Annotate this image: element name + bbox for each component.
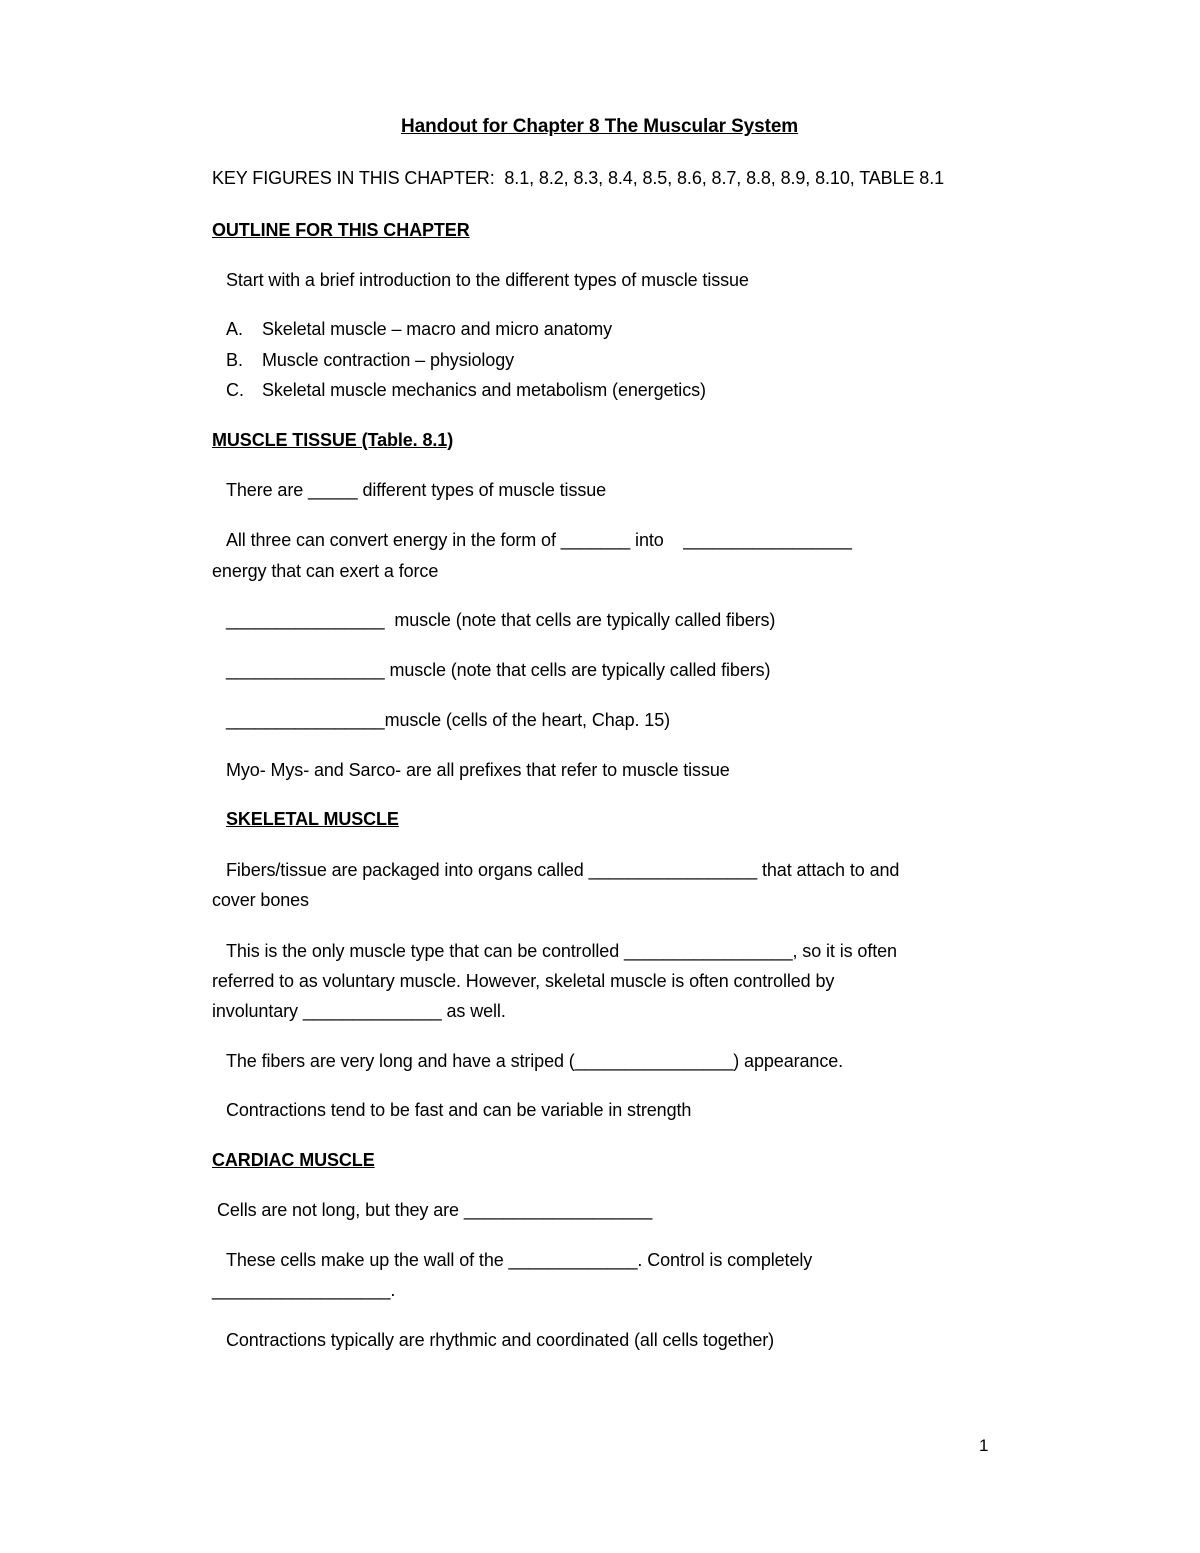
muscle-tissue-paragraph: There are _____ different types of muscle tissue xyxy=(226,480,607,500)
outline-item: Skeletal muscle – macro and micro anatomy xyxy=(262,319,613,339)
muscle-tissue-paragraph: Myo- Mys- and Sarco- are all prefixes that refer to muscle tissue xyxy=(226,760,730,780)
cardiac-muscle-paragraph: Cells are not long, but they are ___________________ xyxy=(217,1200,653,1220)
skeletal-muscle-paragraph-continued: involuntary ______________ as well. xyxy=(212,1001,506,1021)
list-marker: A. xyxy=(226,319,244,339)
skeletal-muscle-paragraph: Fibers/tissue are packaged into organs called _________________ that attach to and xyxy=(226,860,900,880)
fill-in-blank-line: ________________ muscle (note that cells are typically called fibers) xyxy=(226,610,776,630)
cardiac-muscle-heading: CARDIAC MUSCLE xyxy=(212,1150,375,1170)
outline-intro: Start with a brief introduction to the different types of muscle tissue xyxy=(226,270,749,290)
outline-heading: OUTLINE FOR THIS CHAPTER xyxy=(212,220,470,240)
fill-in-blank-line: ________________ muscle (note that cells are typically called fibers) xyxy=(226,660,771,680)
skeletal-muscle-paragraph: This is the only muscle type that can be controlled _________________, so it is often xyxy=(226,941,897,961)
muscle-tissue-paragraph-continued: energy that can exert a force xyxy=(212,561,439,581)
skeletal-muscle-paragraph-continued: cover bones xyxy=(212,890,309,910)
muscle-tissue-heading: MUSCLE TISSUE (Table. 8.1) xyxy=(212,430,454,450)
skeletal-muscle-paragraph: Contractions tend to be fast and can be variable in strength xyxy=(226,1100,692,1120)
cardiac-muscle-paragraph-continued: __________________. xyxy=(212,1280,396,1300)
cardiac-muscle-paragraph: Contractions typically are rhythmic and coordinated (all cells together) xyxy=(226,1330,775,1350)
cardiac-muscle-paragraph: These cells make up the wall of the _____________. Control is completely xyxy=(226,1250,813,1270)
page-number: 1 xyxy=(979,1436,989,1455)
skeletal-muscle-paragraph-continued: referred to as voluntary muscle. However, skeletal muscle is often controlled by xyxy=(212,971,835,991)
skeletal-muscle-paragraph: The fibers are very long and have a striped (________________) appearance. xyxy=(226,1051,844,1071)
document-title: Handout for Chapter 8 The Muscular System xyxy=(401,116,799,137)
key-figures-line: KEY FIGURES IN THIS CHAPTER: 8.1, 8.2, 8.3, 8.4, 8.5, 8.6, 8.7, 8.8, 8.9, 8.10, TABLE 8.1 xyxy=(212,168,945,188)
fill-in-blank-line: ________________muscle (cells of the heart, Chap. 15) xyxy=(226,710,671,730)
outline-item: Muscle contraction – physiology xyxy=(262,350,515,370)
list-marker: C. xyxy=(226,380,244,400)
list-marker: B. xyxy=(226,350,244,370)
skeletal-muscle-heading: SKELETAL MUSCLE xyxy=(226,809,399,829)
outline-item: Skeletal muscle mechanics and metabolism (energetics) xyxy=(262,380,706,400)
muscle-tissue-paragraph: All three can convert energy in the form of _______ into _________________ xyxy=(226,530,852,550)
